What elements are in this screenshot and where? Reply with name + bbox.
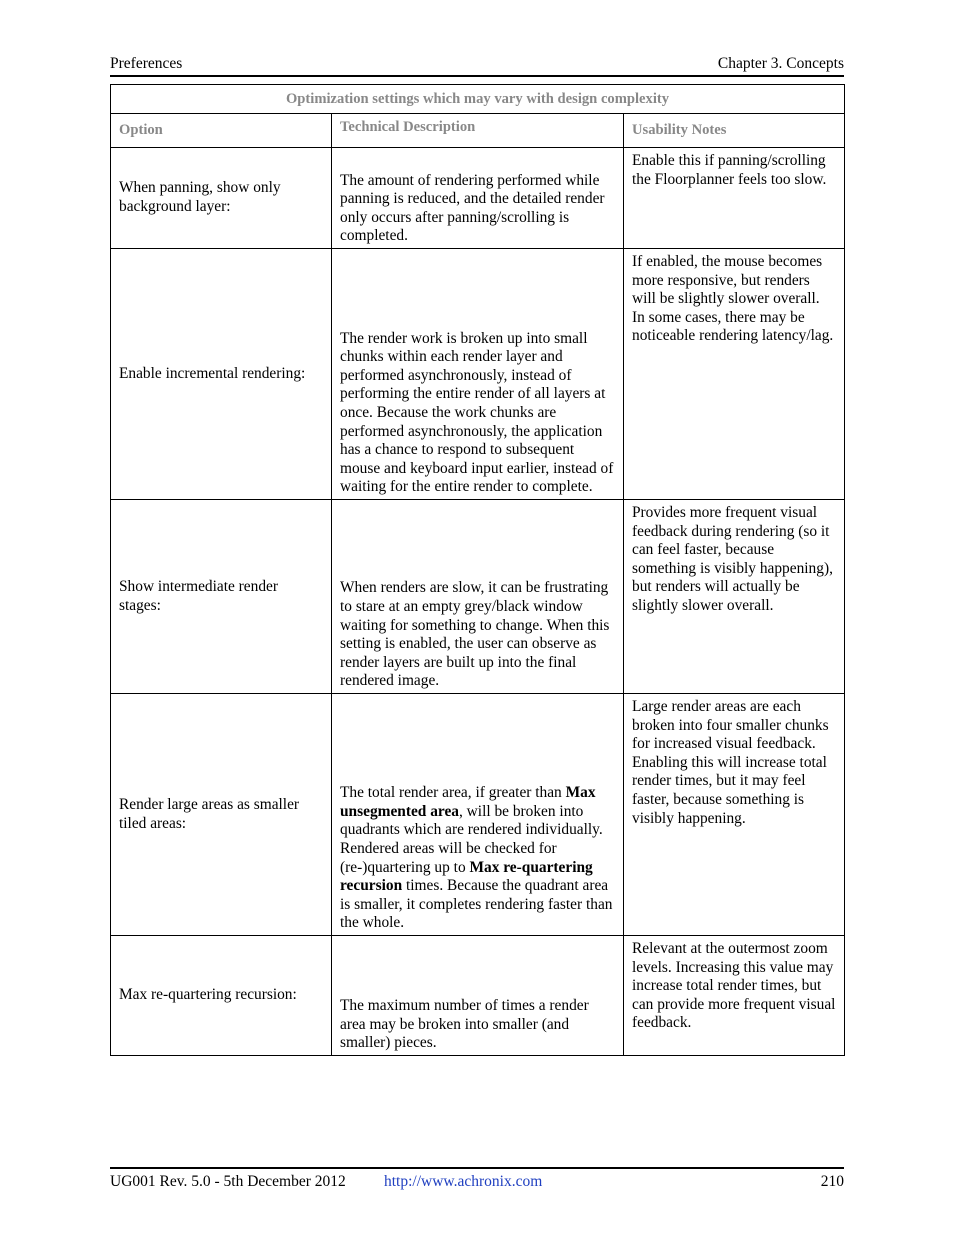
- setting-reference-max-unsegmented-area: Max unsegmented area: [340, 784, 596, 820]
- description-text: , will be broken into quadrants which are rendered individually. Rendered areas will be checked for (re-)quartering up to: [340, 802, 603, 876]
- table-header-row: [111, 114, 845, 148]
- table-row: [111, 500, 845, 694]
- column-header-notes: Usability Notes: [624, 114, 845, 148]
- table-row: [111, 936, 845, 1056]
- option-cell: Max re-quartering recursion:: [111, 936, 332, 1056]
- footer-divider: [110, 1167, 844, 1169]
- table-row: [111, 148, 845, 249]
- notes-cell: Large render areas are each broken into four smaller chunks for increased visual feedback. Enabling this will increase total render times, but it may feel faster, because something is visibly happening.: [624, 694, 845, 936]
- option-cell: When panning, show only background layer:: [111, 148, 332, 249]
- option-cell: Enable incremental rendering:: [111, 249, 332, 500]
- option-cell: Show intermediate render stages:: [111, 500, 332, 694]
- description-text: times. Because the quadrant area is smaller, it completes rendering faster than the whole.: [340, 877, 613, 932]
- header-divider: [110, 75, 844, 77]
- notes-cell: If enabled, the mouse becomes more responsive, but renders will be slightly slower overall. In some cases, there may be noticeable rendering latency/lag.: [624, 249, 845, 500]
- description-cell: When renders are slow, it can be frustrating to stare at an empty grey/black window waiting for something to change. When this setting is enabled, the user can observe as render layers are built up into the final rendered image.: [332, 500, 624, 694]
- chapter-title: Chapter 3. Concepts: [717, 55, 844, 72]
- section-title: Preferences: [110, 55, 183, 72]
- page-number: 210: [820, 1173, 844, 1190]
- description-cell: The maximum number of times a render area may be broken into smaller (and smaller) pieces.: [332, 936, 624, 1056]
- table-row: [111, 694, 845, 936]
- optimization-settings-table: [110, 84, 845, 1056]
- column-header-option: Option: [111, 114, 332, 148]
- table-row: [111, 249, 845, 500]
- description-cell: [332, 694, 624, 936]
- notes-cell: Enable this if panning/scrolling the Floorplanner feels too slow.: [624, 148, 845, 249]
- website-link[interactable]: http://www.achronix.com: [384, 1173, 543, 1190]
- notes-cell: Relevant at the outermost zoom levels. Increasing this value may increase total render times, but can provide more frequent visual feedback.: [624, 936, 845, 1056]
- description-cell: The render work is broken up into small chunks within each render layer and performed asynchronously, instead of performing the entire render of all layers at once. Because the work chunks are performed asynchronously, the application has a chance to respond to subsequent mouse and keyboard input earlier, instead of waiting for the entire render to complete.: [332, 249, 624, 500]
- table-caption-row: [111, 85, 845, 114]
- notes-cell: Provides more frequent visual feedback during rendering (so it can feel faster, because something is visibly happening), but renders will actually be slightly slower overall.: [624, 500, 845, 694]
- table-caption: Optimization settings which may vary with design complexity: [111, 85, 845, 114]
- document-revision: UG001 Rev. 5.0 - 5th December 2012: [110, 1173, 346, 1190]
- setting-reference-max-re-quartering-recursion: Max re-quartering recursion: [340, 858, 593, 895]
- description-cell: The amount of rendering performed while panning is reduced, and the detailed render only occurs after panning/scrolling is completed.: [332, 148, 624, 249]
- option-cell: Render large areas as smaller tiled areas:: [111, 694, 332, 936]
- page-header: [110, 54, 844, 74]
- page-footer: [110, 1172, 844, 1192]
- description-text: The total render area, if greater than: [340, 784, 566, 802]
- column-header-description: Technical Description: [332, 114, 624, 148]
